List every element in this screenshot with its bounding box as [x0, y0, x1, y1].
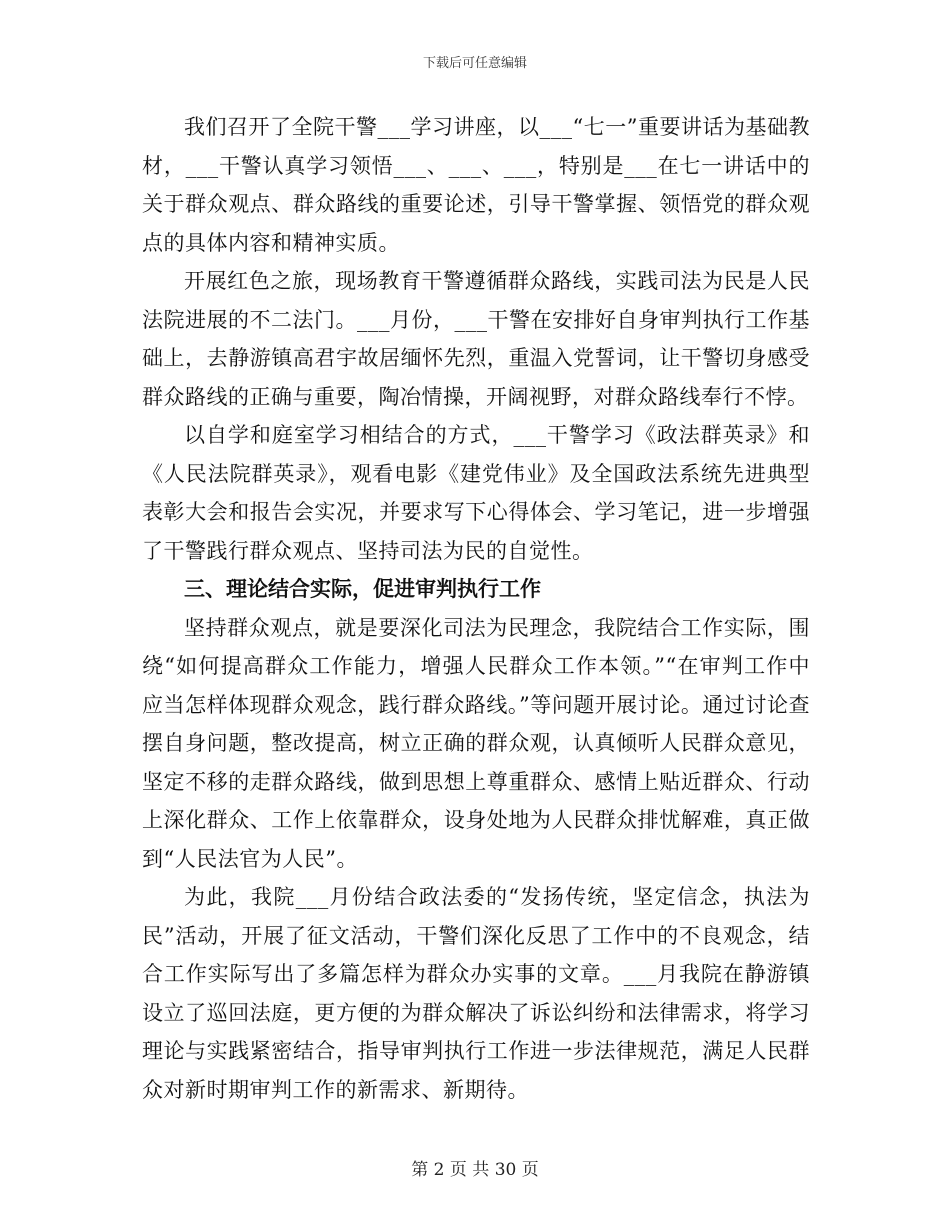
page-header: 下载后可任意编辑	[422, 56, 527, 71]
paragraph-essay-activity: 为此，我院___月份结合政法委的“发扬传统，坚定信念，执法为民”活动，开展了征文活动，干警们深化反思了工作中的不良观念，结合工作实际写出了多篇怎样为群众办实事的文章。___月我院在静游镇设立了巡回法庭，更方便的为群众解决了诉讼纠纷和法律需求，将学习理论与实践紧密结合，指导审判执行工作进一步法律规范，满足人民群众对新时期审判工作的新需求、新期待。	[142, 885, 810, 1102]
paragraph-study-lecture: 我们召开了全院干警___学习讲座，以___“七一”重要讲话为基础教材，___干警认真学习领悟___、___、___，特别是___在七一讲话中的关于群众观点、群众路线的重要论述，引导干警掌握、领悟党的群众观点的具体内容和精神实质。	[142, 115, 810, 255]
paragraph-self-study: 以自学和庭室学习相结合的方式，___干警学习《政法群英录》和《人民法院群英录》，观看电影《建党伟业》及全国政法系统先进典型表彰大会和报告会实况，并要求写下心得体会、学习笔记，进一步增强了干警践行群众观点、坚持司法为民的自觉性。	[142, 423, 810, 563]
paragraph-mass-viewpoint: 坚持群众观点，就是要深化司法为民理念，我院结合工作实际，围绕“如何提高群众工作能力，增强人民群众工作本领。”“在审判工作中应当怎样体现群众观念，践行群众路线。”等问题开展讨论。通过讨论查摆自身问题，整改提高，树立正确的群众观，认真倾听人民群众意见，坚定不移的走群众路线，做到思想上尊重群众、感情上贴近群众、行动上深化群众、工作上依靠群众，设身处地为人民群众排忧解难，真正做到“人民法官为人民”。	[142, 615, 810, 871]
paragraph-red-tour: 开展红色之旅，现场教育干警遵循群众路线，实践司法为民是人民法院进展的不二法门。___月份，___干警在安排好自身审判执行工作基础上，去静游镇高君宇故居缅怀先烈，重温入党誓词，让干警切身感受群众路线的正确与重要，陶冶情操，开阔视野，对群众路线奉行不悖。	[142, 269, 810, 409]
page-number-footer: 第 2 页 共 30 页	[411, 1160, 539, 1180]
document-body	[142, 108, 810, 1109]
section-heading: 三、理论结合实际，促进审判执行工作	[184, 577, 541, 601]
